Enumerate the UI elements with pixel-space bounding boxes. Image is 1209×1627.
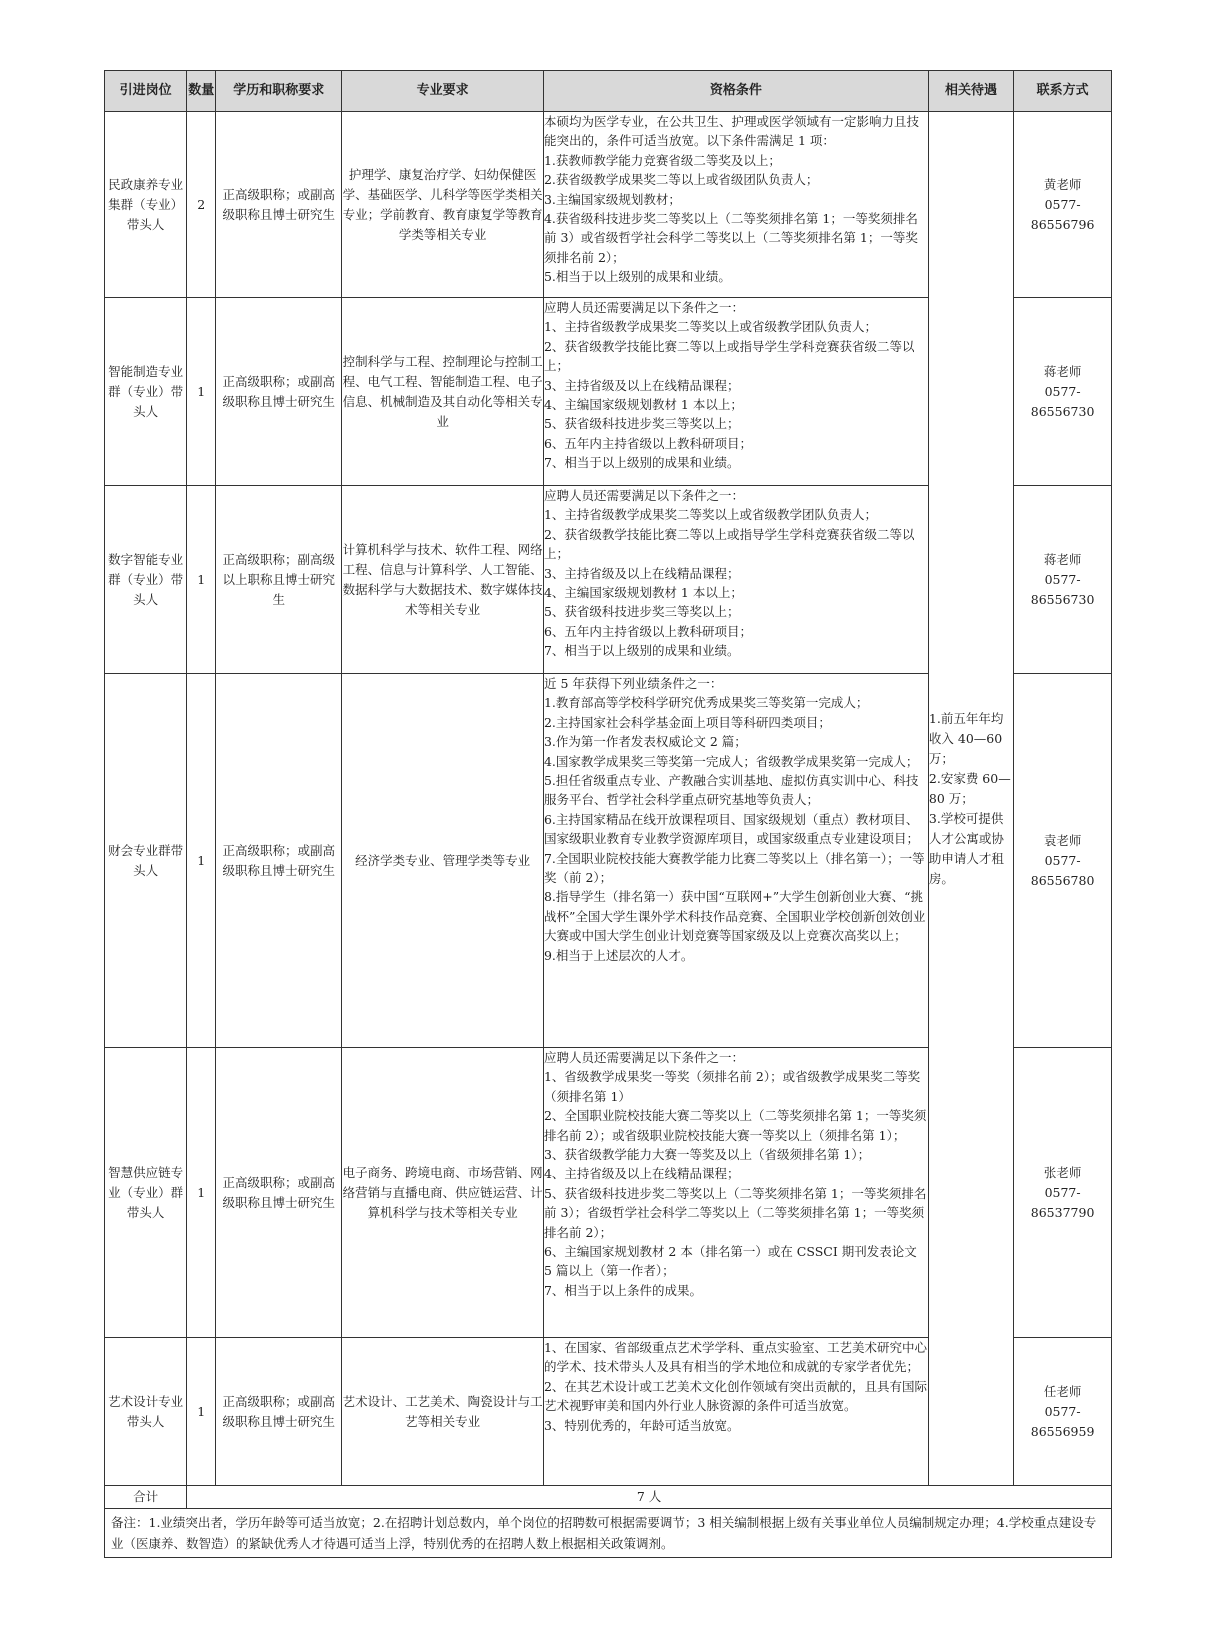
qualification-cell: [543, 486, 928, 674]
education-cell: 正高级职称；或副高级职称且博士研究生: [216, 1338, 342, 1486]
qualification-cell: [543, 298, 928, 486]
qualification-line: 2、获省级教学技能比赛二等以上或指导学生学科竞赛获省级二等以上；: [543, 338, 915, 374]
qualification-line: 应聘人员还需要满足以下条件之一：: [543, 488, 744, 503]
contact-name: 张老师: [1043, 1164, 1082, 1180]
qualification-line: 3、主持省级及以上在线精品课程；: [543, 565, 740, 581]
qualification-cell: [543, 674, 928, 1048]
header-position: 引进岗位: [105, 71, 187, 112]
contact-cell: [1014, 486, 1112, 674]
header-contact: 联系方式: [1014, 71, 1112, 112]
total-label: 合计: [105, 1486, 187, 1509]
qualification-line: 4.获省级科技进步奖二等奖以上（二等奖须排名第 1；一等奖须排名前 3）或省级哲学社会科学二等奖以上（二等奖须排名第 1；一等奖须排名前 2）；: [543, 211, 918, 265]
qualification-line: 1.获教师教学能力竞赛省级二等奖及以上；: [543, 152, 781, 168]
qualification-line: 5.相当于以上级别的成果和业绩。: [543, 269, 731, 285]
count-cell: 1: [187, 1048, 216, 1338]
qualification-line: 1、在国家、省部级重点艺术学学科、重点实验室、工艺美术研究中心的学术、技术带头人及具有相当的学术地位和成就的专家学者优先；: [543, 1340, 927, 1375]
contact-phone: 0577-86556796: [1030, 196, 1095, 232]
qualification-line: 6.主持国家精品在线开放课程项目、国家级规划（重点）教材项目、国家级职业教育专业教学资源库项目，或国家级重点专业建设项目；: [543, 811, 919, 847]
education-cell: 正高级职称；或副高级职称且博士研究生: [216, 112, 342, 298]
contact-name: 任老师: [1043, 1383, 1082, 1399]
qualification-line: 3.作为第一作者发表权威论文 2 篇；: [543, 734, 747, 750]
qualification-line: 2.获省级教学成果奖二等以上或省级团队负责人；: [543, 172, 819, 188]
header-qualification: 资格条件: [543, 71, 928, 112]
qualification-line: 2.主持国家社会科学基金面上项目等科研四类项目；: [543, 714, 831, 730]
qualification-line: 5.担任省级重点专业、产教融合实训基地、虚拟仿真实训中心、科技服务平台、哲学社会科学重点研究基地等负责人；: [543, 773, 919, 808]
major-cell: 护理学、康复治疗学、妇幼保健医学、基础医学、儿科学等医学类相关专业；学前教育、教育康复学等教育学类等相关专业: [342, 112, 544, 298]
qualification-line: 5、获省级科技进步奖三等奖以上；: [543, 604, 740, 620]
benefits-line: 2.安家费 60—80 万；: [928, 770, 1011, 806]
education-cell: 正高级职称；或副高级职称且博士研究生: [216, 1048, 342, 1338]
note-text: 备注：1.业绩突出者，学历年龄等可适当放宽；2.在招聘计划总数内，单个岗位的招聘数可根据需要调节；3 相关编制根据上级有关事业单位人员编制规定办理；4.学校重点建设专业（医康养、数智造）的紧缺优秀人才待遇可适当上浮，特别优秀的在招聘人数上根据相关政策调剂。: [105, 1509, 1112, 1558]
benefits-line: 1.前五年年均收入 40—60 万；: [928, 710, 1004, 766]
qualification-line: 4、主持省级及以上在线精品课程；: [543, 1166, 740, 1182]
contact-cell: [1014, 298, 1112, 486]
qualification-line: 3、获省级教学能力大赛一等奖及以上（省级须排名第 1）；: [543, 1147, 871, 1163]
position-cell: 艺术设计专业带头人: [105, 1338, 187, 1486]
header-education: 学历和职称要求: [216, 71, 342, 112]
qualification-line: 9.相当于上述层次的人才。: [543, 947, 694, 963]
contact-cell: [1014, 1338, 1112, 1486]
qualification-cell: [543, 1338, 928, 1486]
count-cell: 2: [187, 112, 216, 298]
note-row: [105, 1509, 1112, 1558]
table-row: [105, 112, 1112, 298]
qualification-line: 3、特别优秀的，年龄可适当放宽。: [543, 1417, 740, 1433]
benefits-line: 3.学校可提供人才公寓或协助申请人才租房。: [928, 810, 1004, 886]
qualification-line: 6、五年内主持省级以上教科研项目；: [543, 623, 752, 639]
qualification-cell: [543, 1048, 928, 1338]
contact-name: 蒋老师: [1043, 363, 1082, 379]
total-value: 7 人: [187, 1486, 1112, 1509]
qualification-line: 2、在其艺术设计或工艺美术文化创作领域有突出贡献的，且具有国际艺术视野审美和国内外行业人脉资源的条件可适当放宽。: [543, 1378, 927, 1414]
qualification-line: 1、主持省级教学成果奖二等奖以上或省级教学团队负责人；: [543, 507, 877, 523]
education-cell: 正高级职称；或副高级职称且博士研究生: [216, 298, 342, 486]
qualification-line: 1、主持省级教学成果奖二等奖以上或省级教学团队负责人；: [543, 319, 877, 335]
major-cell: 艺术设计、工艺美术、陶瓷设计与工艺等相关专业: [342, 1338, 544, 1486]
position-cell: 财会专业群带头人: [105, 674, 187, 1048]
qualification-line: 应聘人员还需要满足以下条件之一：: [543, 1050, 744, 1065]
contact-phone: 0577-86537790: [1030, 1184, 1095, 1220]
count-cell: 1: [187, 486, 216, 674]
contact-cell: [1014, 112, 1112, 298]
qualification-line: 3.主编国家级规划教材；: [543, 191, 681, 207]
qualification-line: 6、五年内主持省级以上教科研项目；: [543, 435, 752, 451]
header-benefits: 相关待遇: [928, 71, 1013, 112]
qualification-line: 8.指导学生（排名第一）获中国“互联网+”大学生创新创业大赛、“挑战杯”全国大学生课外学术科技作品竞赛、全国职业学校创新创效创业大赛或中国大学生创业计划竞赛等国家级及以上竞赛次高奖以上；: [543, 889, 926, 944]
qualification-line: 5、获省级科技进步奖三等奖以上；: [543, 416, 740, 432]
major-cell: 控制科学与工程、控制理论与控制工程、电气工程、智能制造工程、电子信息、机械制造及其自动化等相关专业: [342, 298, 544, 486]
contact-cell: [1014, 1048, 1112, 1338]
position-cell: 数字智能专业群（专业）带头人: [105, 486, 187, 674]
total-row: [105, 1486, 1112, 1509]
contact-phone: 0577-86556959: [1030, 1403, 1095, 1439]
position-cell: 智能制造专业群（专业）带头人: [105, 298, 187, 486]
major-cell: 计算机科学与技术、软件工程、网络工程、信息与计算科学、人工智能、数据科学与大数据技术、数字媒体技术等相关专业: [342, 486, 544, 674]
header-row: [105, 71, 1112, 112]
education-cell: 正高级职称；副高级以上职称且博士研究生: [216, 486, 342, 674]
contact-phone: 0577-86556730: [1030, 383, 1095, 419]
benefits-cell: [928, 112, 1013, 1486]
qualification-line: 1.教育部高等学校科学研究优秀成果奖三等奖第一完成人；: [543, 695, 869, 711]
contact-phone: 0577-86556780: [1030, 852, 1095, 888]
qualification-line: 应聘人员还需要满足以下条件之一：: [543, 300, 744, 315]
count-cell: 1: [187, 674, 216, 1048]
qualification-line: 近 5 年获得下列业绩条件之一：: [543, 676, 723, 691]
qualification-line: 4、主编国家级规划教材 1 本以上；: [543, 585, 743, 601]
header-major: 专业要求: [342, 71, 544, 112]
contact-name: 袁老师: [1043, 832, 1082, 848]
contact-name: 蒋老师: [1043, 551, 1082, 567]
qualification-line: 7、相当于以上级别的成果和业绩。: [543, 455, 740, 471]
education-cell: 正高级职称；或副高级职称且博士研究生: [216, 674, 342, 1048]
qualification-line: 2、全国职业院校技能大赛二等奖以上（二等奖须排名第 1；一等奖须排名前 2）；或省级职业院校技能大赛一等奖以上（须排名第 1）；: [543, 1108, 927, 1143]
qualification-line: 6、主编国家规划教材 2 本（排名第一）或在 CSSCI 期刊发表论文 5 篇以上（第一作者）；: [543, 1244, 917, 1279]
header-count: 数量: [187, 71, 216, 112]
qualification-line: 7.全国职业院校技能大赛教学能力比赛二等奖以上（排名第一）；一等奖（前 2）；: [543, 850, 925, 886]
contact-name: 黄老师: [1043, 176, 1082, 192]
qualification-line: 3、主持省级及以上在线精品课程；: [543, 377, 740, 393]
qualification-line: 7、相当于以上条件的成果。: [543, 1282, 702, 1298]
contact-phone: 0577-86556730: [1030, 571, 1095, 607]
major-cell: 经济学类专业、管理学类等专业: [342, 674, 544, 1048]
qualification-cell: [543, 112, 928, 298]
contact-cell: [1014, 674, 1112, 1048]
major-cell: 电子商务、跨境电商、市场营销、网络营销与直播电商、供应链运营、计算机科学与技术等相关专业: [342, 1048, 544, 1338]
qualification-line: 5、获省级科技进步奖二等奖以上（二等奖须排名第 1；一等奖须排名前 3）；省级哲学社会科学二等奖以上（二等奖须排名第 1；一等奖须排名前 2）；: [543, 1185, 927, 1240]
qualification-line: 4、主编国家级规划教材 1 本以上；: [543, 397, 743, 413]
qualification-line: 2、获省级教学技能比赛二等以上或指导学生学科竞赛获省级二等以上；: [543, 526, 915, 562]
position-cell: 民政康养专业集群（专业）带头人: [105, 112, 187, 298]
qualification-line: 1、省级教学成果奖一等奖（须排名前 2）；或省级教学成果奖二等奖（须排名第 1）: [543, 1069, 921, 1104]
qualification-line: 4.国家教学成果奖三等奖第一完成人；省级教学成果奖第一完成人；: [543, 753, 919, 769]
count-cell: 1: [187, 298, 216, 486]
recruitment-table: [104, 70, 1112, 1558]
position-cell: 智慧供应链专业（专业）群带头人: [105, 1048, 187, 1338]
qualification-line: 7、相当于以上级别的成果和业绩。: [543, 643, 740, 659]
qualification-line: 本硕均为医学专业，在公共卫生、护理或医学领域有一定影响力且技能突出的，条件可适当放宽。以下条件需满足 1 项：: [543, 114, 919, 149]
count-cell: 1: [187, 1338, 216, 1486]
